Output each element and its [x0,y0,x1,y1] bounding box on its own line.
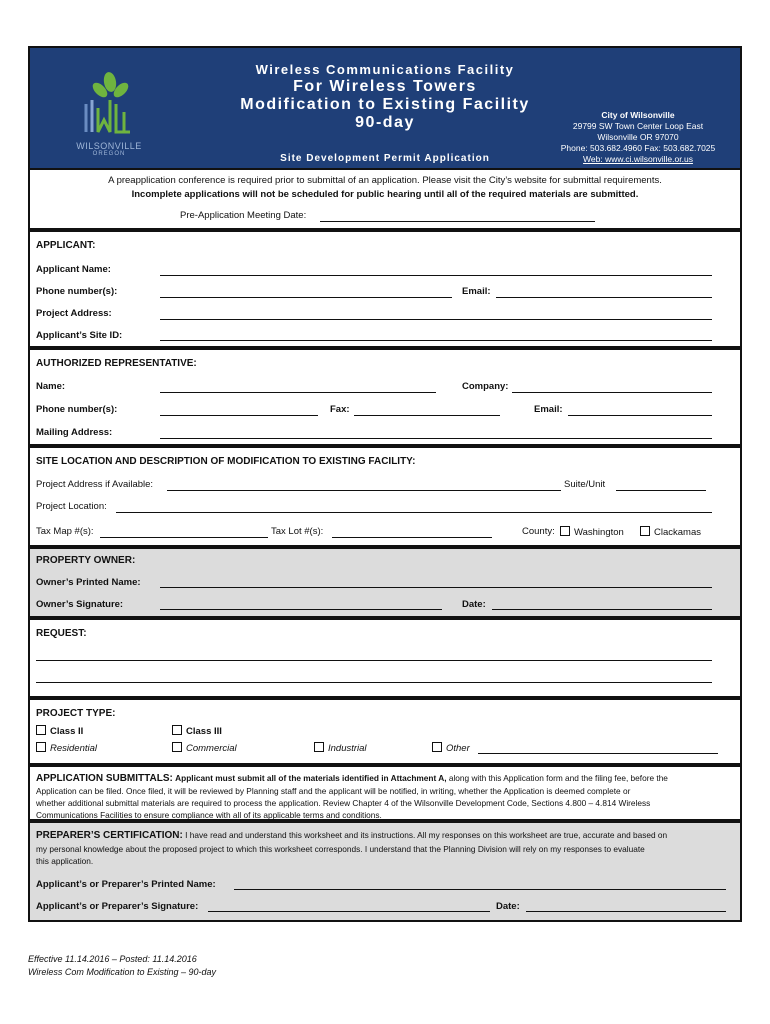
class3-checkbox[interactable] [172,725,182,735]
washington-label: Washington [574,527,624,538]
rep-heading: AUTHORIZED REPRESENTATIVE: [36,358,197,369]
other-option[interactable] [432,742,470,754]
site-address-field[interactable] [167,490,561,491]
commercial-option[interactable] [172,742,237,754]
request-section [28,618,742,698]
rep-company-label: Company: [462,381,509,392]
other-checkbox[interactable] [432,742,442,752]
meeting-date-label: Pre-Application Meeting Date: [180,210,307,221]
preparer-signature-field[interactable] [208,911,490,912]
intro-line-1: A preapplication conference is required prior to submittal of an application. Please visit the City’s website for submittal requirements. [108,175,662,186]
other-field[interactable] [478,753,718,754]
residential-label: Residential [50,743,97,754]
city-address: 29799 SW Town Center Loop East [572,121,704,131]
form-header [28,46,742,170]
residential-checkbox[interactable] [36,742,46,752]
suite-label: Suite/Unit [564,479,606,490]
owner-printed-label: Owner’s Printed Name: [36,577,141,588]
submittals-line-2: Application can be filed. Once filed, it will be reviewed by Planning staff and the applicant will be notified, in writing, whether the Application is deemed complete or [36,786,631,796]
intro-line-2: Incomplete applications will not be scheduled for public hearing until all of the required materials are submitted. [131,189,639,200]
owner-date-label: Date: [462,599,486,610]
preparer-line-1-text: I have read and understand this worksheet and its instructions. All my responses on this worksheet are true, accurate and based on [185,830,668,840]
site-id-label: Applicant’s Site ID: [36,330,123,341]
industrial-checkbox[interactable] [314,742,324,752]
city-logo [74,70,144,160]
preparer-printed-label: Applicant’s or Preparer’s Printed Name: [36,879,216,890]
commercial-checkbox[interactable] [172,742,182,752]
submittals-line-3: whether additional submittal materials are required to process the application. Review Chapter 4 of the Wilsonville Development Code, Sections 4.800 – 4.814 Wireless [36,798,651,808]
clackamas-checkbox[interactable] [640,526,650,536]
county-label: County: [522,526,555,537]
submittals-heading: APPLICATION SUBMITTALS: [36,773,173,784]
effective-date: Effective 11.14.2016 – Posted: 11.14.2016 [28,954,197,964]
clackamas-label: Clackamas [654,527,701,538]
applicant-phone-field[interactable] [160,297,452,298]
request-heading: REQUEST: [36,628,87,639]
title-line-1: Wireless Communications Facility [255,62,515,77]
preparer-signature-label: Applicant’s or Preparer’s Signature: [36,901,199,912]
tax-map-field[interactable] [100,537,268,538]
industrial-option[interactable] [314,742,367,754]
rep-phone-field[interactable] [160,415,318,416]
project-type-section [28,698,742,765]
form-name: Wireless Com Modification to Existing – 90-day [28,967,216,977]
rep-email-field[interactable] [568,415,712,416]
class3-option[interactable] [172,725,222,737]
class3-label: Class III [186,726,222,737]
applicant-section [28,230,742,348]
suite-field[interactable] [616,490,706,491]
wilsonville-logo-icon [74,70,144,136]
rep-email-label: Email: [534,404,563,415]
meeting-date-field[interactable] [320,221,595,222]
project-location-label: Project Location: [36,501,107,512]
property-owner-section [28,547,742,618]
preparer-section [28,821,742,922]
rep-mailing-label: Mailing Address: [36,427,113,438]
tax-map-label: Tax Map #(s): [36,526,94,537]
submittals-bold: Applicant must submit all of the materials identified in Attachment A, [175,773,447,783]
commercial-label: Commercial [186,743,237,754]
submittals-section [28,765,742,821]
residential-option[interactable] [36,742,97,754]
preparer-date-field[interactable] [526,911,726,912]
preparer-heading: PREPARER’S CERTIFICATION: [36,830,183,841]
preparer-printed-field[interactable] [234,889,726,890]
washington-checkbox[interactable] [560,526,570,536]
rep-name-label: Name: [36,381,66,392]
project-type-heading: PROJECT TYPE: [36,708,116,719]
site-location-section [28,446,742,547]
submittals-line-4: Communications Facilities to ensure compliance with all of its applicable terms and conditions. [36,810,382,820]
tax-lot-field[interactable] [332,537,492,538]
applicant-heading: APPLICANT: [36,240,96,251]
city-state: Wilsonville OR 97070 [597,132,679,142]
preparer-line-2: my personal knowledge about the proposed project to which this worksheet corresponds. I understand that the Planning Division will rely on my responses to evaluate [36,844,645,854]
logo-text: WILSONVILLE [76,141,142,151]
rep-phone-label: Phone number(s): [36,404,118,415]
owner-printed-field[interactable] [160,587,712,588]
logo-subtext: OREGON [92,151,126,157]
city-name: City of Wilsonville [601,110,675,120]
applicant-phone-label: Phone number(s): [36,286,118,297]
site-address-label: Project Address if Available: [36,479,154,490]
washington-option[interactable] [560,526,624,538]
title-line-3: Modification to Existing Facility [240,96,530,113]
site-heading: SITE LOCATION AND DESCRIPTION OF MODIFICATION TO EXISTING FACILITY: [36,456,416,467]
rep-fax-label: Fax: [330,404,350,415]
rep-fax-field[interactable] [354,415,500,416]
rep-company-field[interactable] [512,392,712,393]
title-line-4: 90-day [355,114,415,131]
preparer-date-label: Date: [496,901,520,912]
tax-lot-label: Tax Lot #(s): [271,526,324,537]
class2-label: Class II [50,726,84,737]
owner-date-field[interactable] [492,609,712,610]
site-id-field[interactable] [160,340,712,341]
owner-heading: PROPERTY OWNER: [36,555,136,566]
request-line-1[interactable] [36,660,712,661]
rep-mailing-field[interactable] [160,438,712,439]
representative-section [28,348,742,446]
title-line-2: For Wireless Towers [293,78,477,95]
clackamas-option[interactable] [640,526,701,538]
project-location-field[interactable] [116,512,712,513]
intro-section [28,168,742,230]
other-label: Other [446,743,470,754]
submittals-line-1-rest: along with this Application form and the filing fee, before the [446,773,668,783]
class2-option[interactable] [36,725,83,737]
applicant-name-label: Applicant Name: [36,264,111,275]
owner-signature-label: Owner’s Signature: [36,599,124,610]
request-line-2[interactable] [36,682,712,683]
city-phone: Phone: 503.682.4960 Fax: 503.682.7025 [560,143,716,153]
owner-signature-field[interactable] [160,609,442,610]
class2-checkbox[interactable] [36,725,46,735]
city-web: Web: www.ci.wilsonville.or.us [583,154,693,164]
applicant-email-field[interactable] [496,297,712,298]
applicant-email-label: Email: [462,286,491,297]
submittals-line-1 [36,772,668,785]
project-address-field[interactable] [160,319,712,320]
preparer-line-3: this application. [36,856,94,866]
preparer-line-1 [36,829,667,842]
industrial-label: Industrial [328,743,367,754]
rep-name-field[interactable] [160,392,436,393]
header-subtitle: Site Development Permit Application [280,153,490,164]
applicant-name-field[interactable] [160,275,712,276]
project-address-label: Project Address: [36,308,112,319]
